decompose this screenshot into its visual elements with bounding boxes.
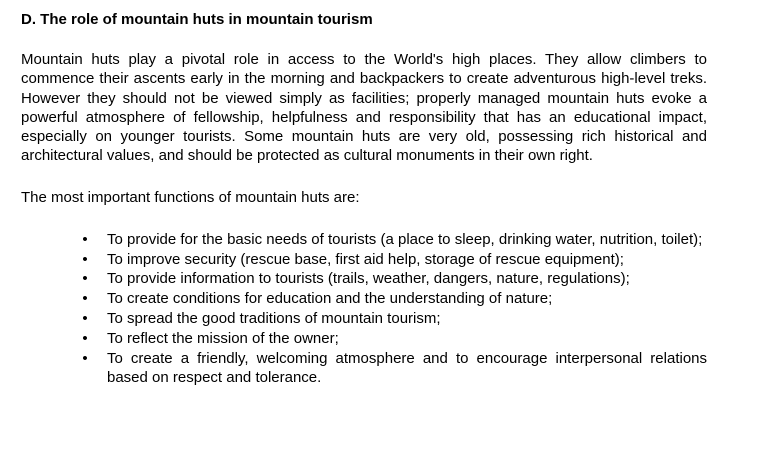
list-item bbox=[21, 289, 707, 309]
list-item-text: To provide for the basic needs of tourists (a place to sleep, drinking water, nutrition, toilet); bbox=[107, 230, 703, 248]
list-item bbox=[21, 329, 707, 349]
list-item bbox=[21, 309, 707, 329]
list-item bbox=[21, 349, 707, 389]
list-item bbox=[21, 269, 707, 289]
bullet-icon: • bbox=[82, 329, 88, 347]
list-item-text: To provide information to tourists (trails, weather, dangers, nature, regulations); bbox=[107, 270, 630, 288]
list-item-text: To create conditions for education and the understanding of nature; bbox=[107, 290, 553, 308]
list-item bbox=[21, 230, 707, 250]
body-paragraph: Mountain huts play a pivotal role in access to the World's high places. They allow climbers to commence their ascents early in the morning and backpackers to create adventurous high-level treks. However they should not be viewed simply as facilities; properly managed mountain huts evoke a powerful atmosphere of fellowship, helpfulness and responsibility that has an educational impact, especially on younger tourists. Some mountain huts are very old, possessing rich historical and architectural values, and should be protected as cultural monuments in their own right. bbox=[21, 51, 707, 165]
list-item-text: To improve security (rescue base, first aid help, storage of rescue equipment); bbox=[107, 250, 624, 268]
section-heading: D. The role of mountain huts in mountain tourism bbox=[21, 11, 373, 28]
list-item-text: To create a friendly, welcoming atmosphere and to encourage interpersonal relations based on respect and tolerance. bbox=[107, 349, 707, 387]
bullet-icon: • bbox=[82, 250, 88, 268]
list-item-text: To spread the good traditions of mountain tourism; bbox=[107, 309, 441, 327]
document-page bbox=[21, 10, 707, 388]
list-intro: The most important functions of mountain huts are: bbox=[21, 188, 360, 206]
list-item bbox=[21, 250, 707, 270]
list-item-text: To reflect the mission of the owner; bbox=[107, 329, 339, 347]
bullet-icon: • bbox=[82, 349, 88, 367]
functions-list bbox=[21, 230, 707, 388]
bullet-icon: • bbox=[82, 230, 88, 248]
bullet-icon: • bbox=[82, 290, 88, 308]
bullet-icon: • bbox=[82, 270, 88, 288]
bullet-icon: • bbox=[82, 309, 88, 327]
